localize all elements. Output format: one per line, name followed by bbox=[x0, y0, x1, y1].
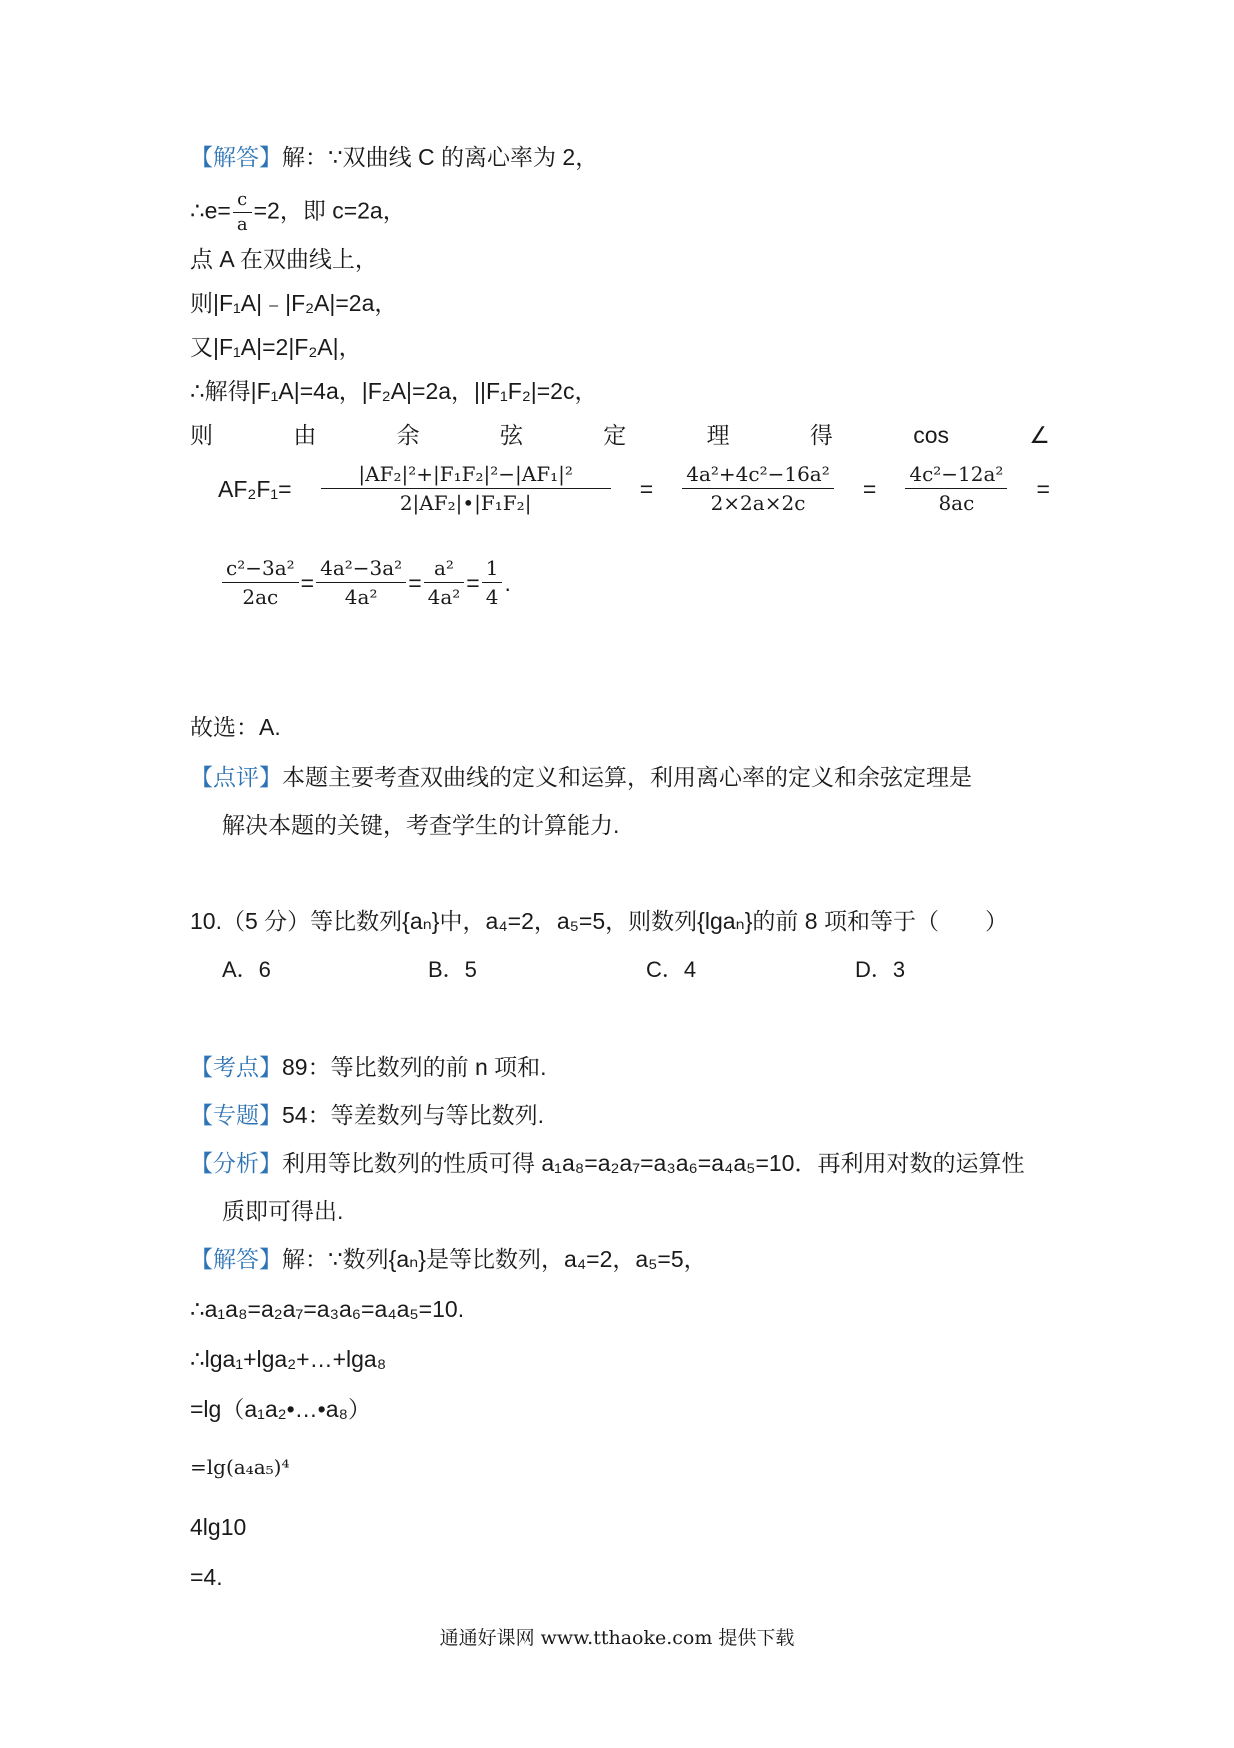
q10-option-b: B．5 bbox=[428, 957, 477, 982]
q9-equation-line9: $\frac{\text{c²−3a²}}{2ac}$ = $\frac{\text{4a²−3a²}}{\text{4a²}}$ = $\frac{\text{a²}}{\text{4a²}}$ = $\frac{1}{4}$ . bbox=[220, 556, 511, 609]
q10-option-a: A．6 bbox=[222, 957, 271, 982]
q10-kaodian: 【考点】89：等比数列的前 n 项和. bbox=[190, 1054, 547, 1080]
q10-option-c: C．4 bbox=[646, 957, 697, 982]
fraction: $\frac{\text{4a²+4c²−16a²}}{2\times 2a\times 2c}$ bbox=[682, 462, 834, 515]
q9-solution-line5: 又|F₁A|=2|F₂A|， bbox=[190, 334, 362, 360]
section-tag: 【点评】 bbox=[190, 764, 282, 790]
q10-fenxi-line2: 质即可得出. bbox=[222, 1198, 344, 1224]
fraction: $\frac{\text{a²}}{\text{4a²}}$ bbox=[424, 556, 465, 609]
section-tag: 【考点】 bbox=[190, 1054, 282, 1080]
q10-option-d: D．3 bbox=[855, 957, 906, 982]
q9-solution-line4: 则|F₁A|﹣|F₂A|=2a， bbox=[190, 290, 398, 316]
q9-solution-line3: 点 A 在双曲线上， bbox=[190, 246, 378, 272]
q9-choice: 故选：A. bbox=[190, 714, 281, 740]
q10-solution-line3: ∴lga₁+lga₂+…+lga₈ bbox=[190, 1346, 387, 1372]
q9-equation-line8: AF₂F₁= $\frac{\text{|AF₂|²+|F₁F₂|²−|AF₁|²}}{\text{2|AF₂|•|F₁F₂|}}$ = $\frac{\text{4a²+4c²−16a²}}{2\times 2a\times 2c}$ = $\frac{\text{4c²−12a²}}{8ac}$ = bbox=[218, 462, 1050, 515]
fraction: $\frac{\text{c²−3a²}}{2ac}$ bbox=[222, 556, 299, 609]
q10-solution-line7: =4. bbox=[190, 1564, 223, 1590]
q10-stem: 10.（5 分）等比数列{aₙ}中，a₄=2，a₅=5，则数列{lgaₙ}的前 8 项和等于（ ） bbox=[190, 908, 1008, 934]
q9-comment-line1: 【点评】本题主要考查双曲线的定义和运算，利用离心率的定义和余弦定理是 bbox=[190, 764, 972, 790]
page-footer: 通通好课网 www.tthaoke.com 提供下载 bbox=[439, 1627, 795, 1649]
section-tag: 【分析】 bbox=[190, 1150, 282, 1176]
section-tag: 【专题】 bbox=[190, 1102, 282, 1128]
section-tag: 【解答】 bbox=[190, 144, 282, 170]
fraction: $\frac{\text{4a²−3a²}}{\text{4a²}}$ bbox=[316, 556, 406, 609]
section-tag: 【解答】 bbox=[190, 1246, 282, 1272]
q9-solution-line7: 则 由 余 弦 定 理 得 cos ∠ bbox=[190, 422, 1050, 448]
q10-zhuanti: 【专题】54：等差数列与等比数列. bbox=[190, 1102, 544, 1128]
q10-solution-line5: =lg(a₄a₅)⁴ bbox=[190, 1455, 290, 1479]
q10-fenxi-line1: 【分析】利用等比数列的性质可得 a₁a₈=a₂a₇=a₃a₆=a₄a₅=10．再利用对数的运算性 bbox=[190, 1150, 1025, 1176]
q9-comment-line2: 解决本题的关键，考查学生的计算能力. bbox=[222, 812, 620, 838]
fraction: $\frac{1}{4}$ bbox=[482, 556, 503, 609]
fraction: $\frac{\text{|AF₂|²+|F₁F₂|²−|AF₁|²}}{\text{2|AF₂|•|F₁F₂|}}$ bbox=[321, 462, 611, 515]
q9-solution-line2: ∴e= $\frac{c}{a}$ =2，即 c=2a， bbox=[190, 189, 406, 235]
fraction: $\frac{\text{4c²−12a²}}{8ac}$ bbox=[905, 462, 1007, 515]
fraction: $\frac{c}{a}$ bbox=[233, 190, 252, 235]
q10-solution-line1: 【解答】解：∵数列{aₙ}是等比数列，a₄=2，a₅=5， bbox=[190, 1246, 707, 1272]
q10-solution-line4: =lg（a₁a₂•…•a₈） bbox=[190, 1396, 372, 1422]
q10-solution-line2: ∴a₁a₈=a₂a₇=a₃a₆=a₄a₅=10. bbox=[190, 1296, 465, 1322]
q10-solution-line6: 4lg10 bbox=[190, 1514, 247, 1540]
q9-solution-line1: 【解答】解：∵双曲线 C 的离心率为 2， bbox=[190, 144, 599, 170]
q9-solution-line6: ∴解得|F₁A|=4a，|F₂A|=2a，||F₁F₂|=2c， bbox=[190, 378, 598, 404]
